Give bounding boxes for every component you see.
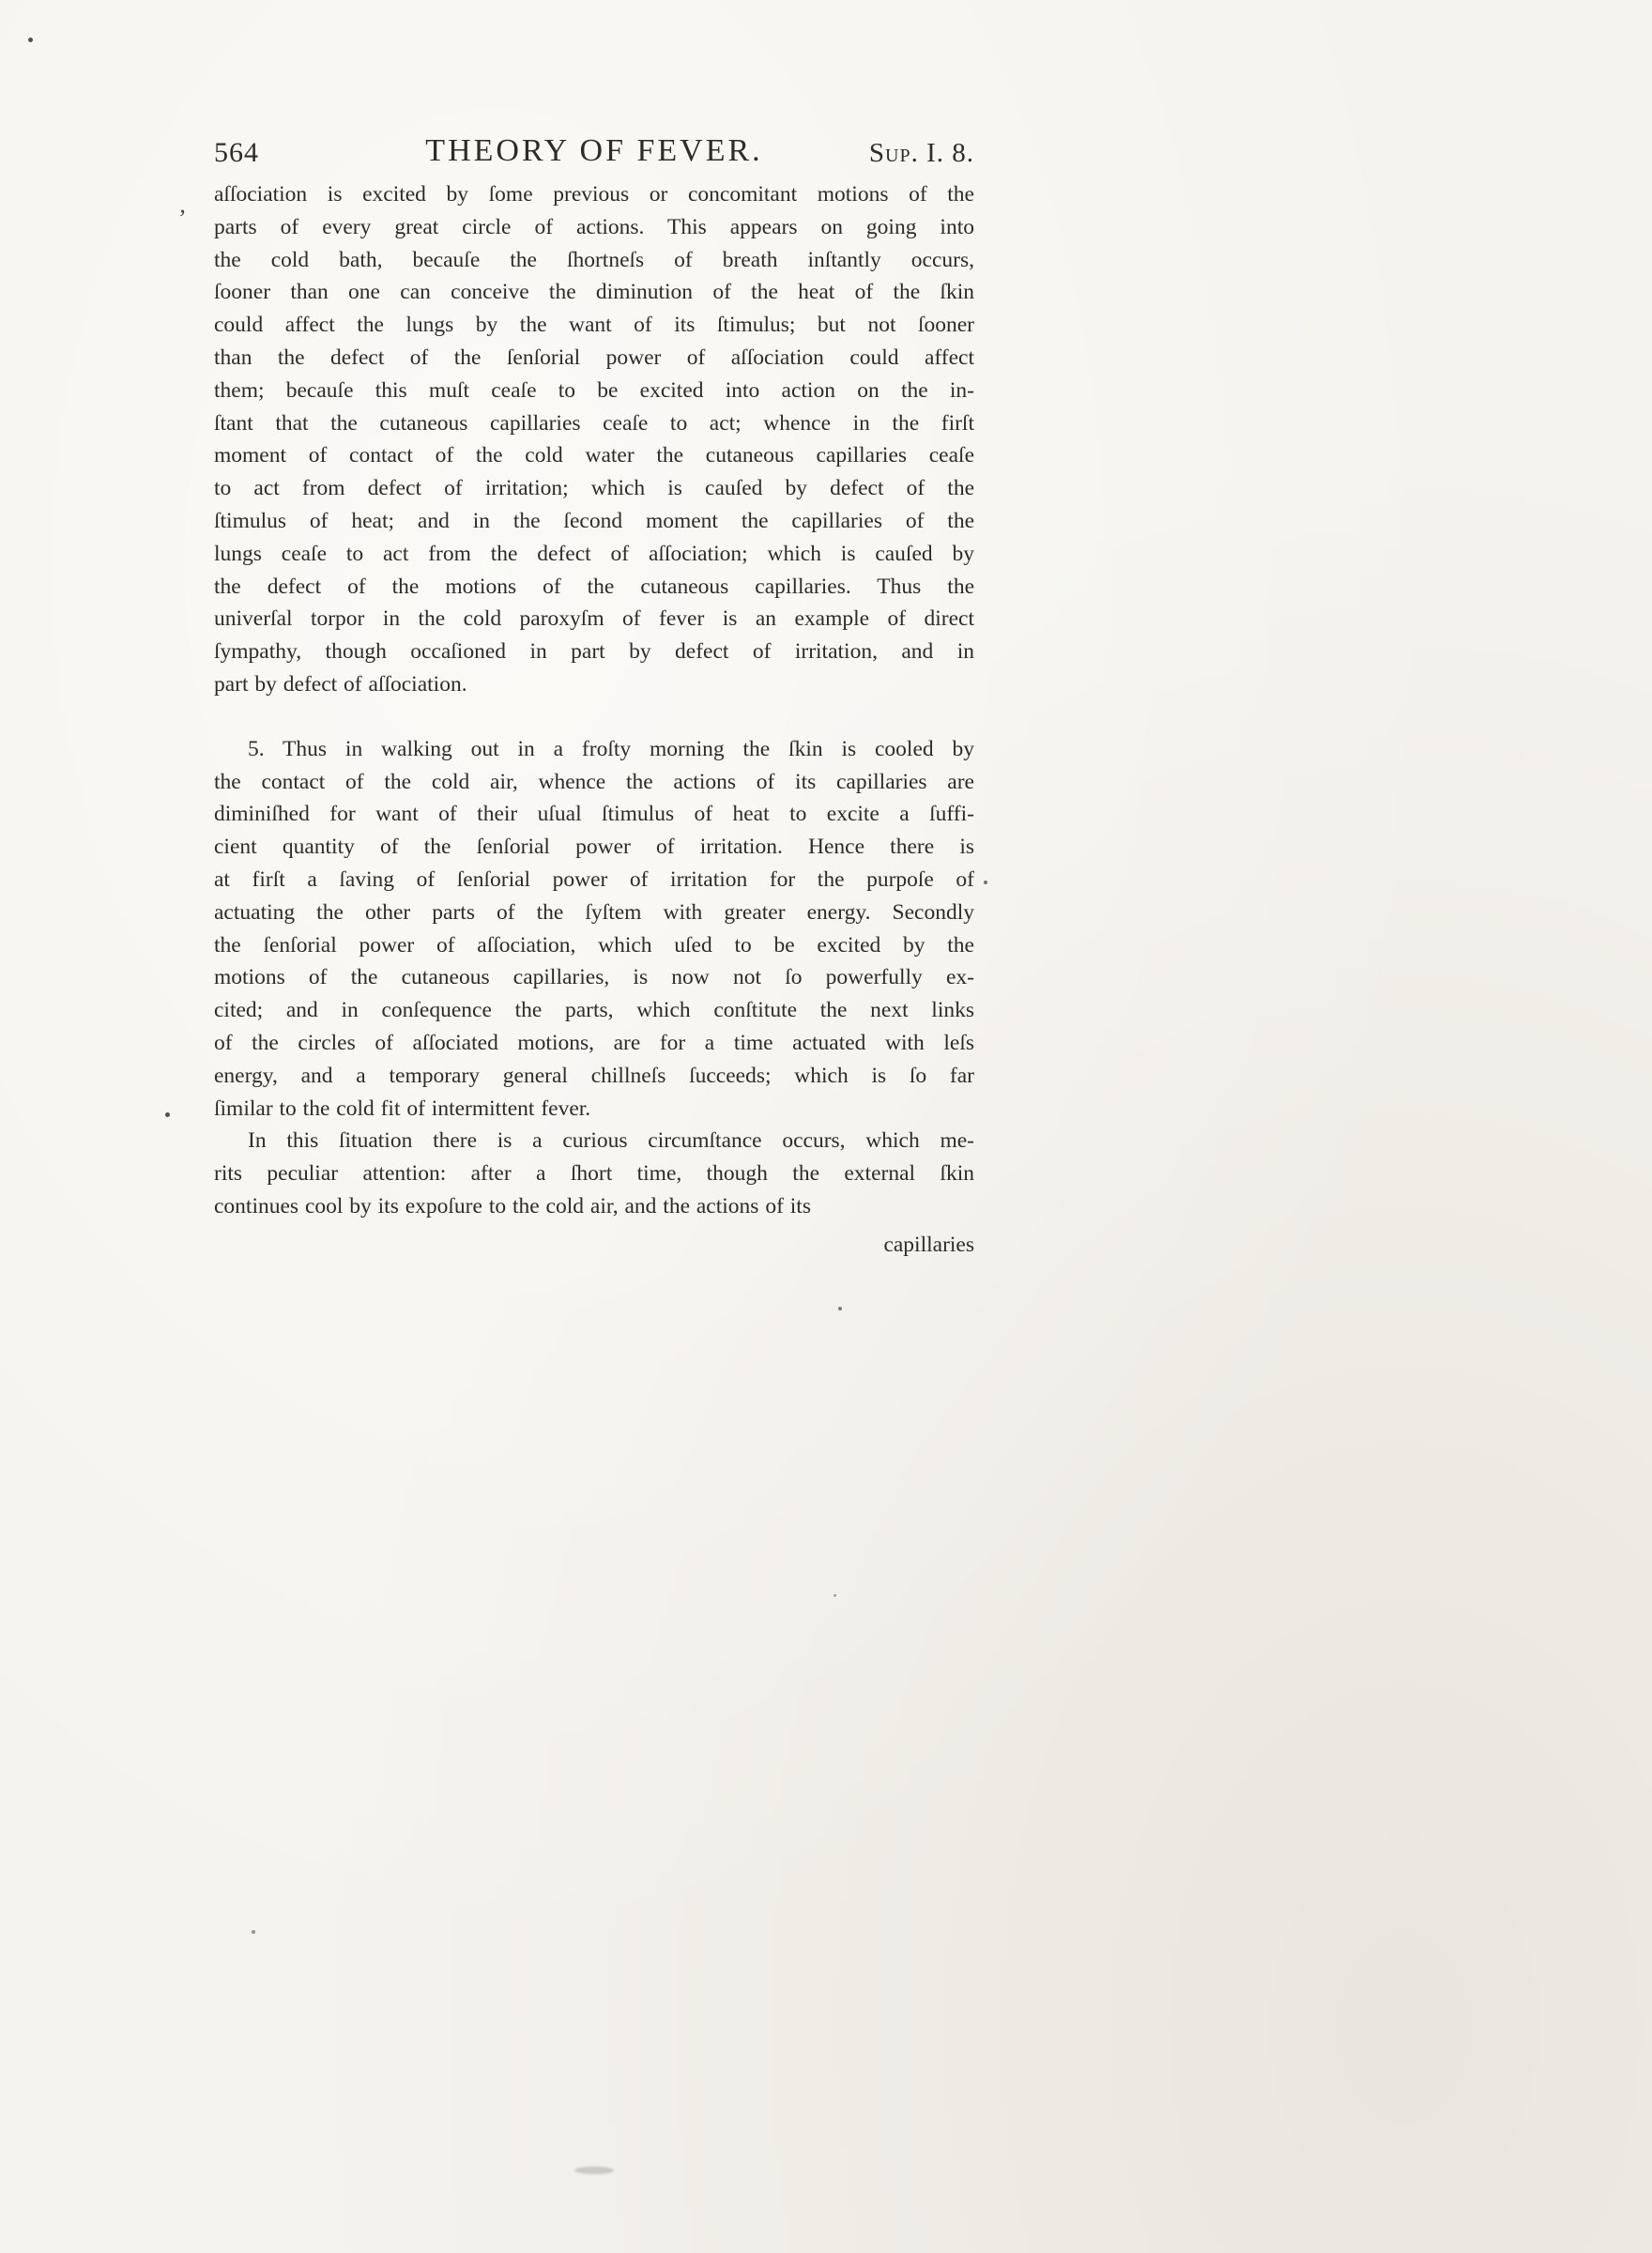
text-line: the ſenſorial power of aſſociation, which uſed to be excited by the [214,932,974,958]
scan-smudge [574,2167,614,2174]
text-line: ſtant that the cutaneous capillaries ceaſe to act; whence in the firſt [214,410,974,436]
paragraph [214,178,974,701]
text-line: moment of contact of the cold water the cutaneous capillaries ceaſe [214,443,974,468]
text-line: the defect of the motions of the cutaneous capillaries. Thus the [214,574,974,599]
page-number: 564 [214,137,259,168]
body-text [214,178,974,1262]
text-line: parts of every great circle of actions. This appears on going into [214,214,974,239]
text-line: lungs ceaſe to act from the defect of aſſociation; which is cauſed by [214,541,974,566]
text-line: them; becauſe this muſt ceaſe to be excited into action on the in- [214,377,974,403]
scan-speck [252,1930,255,1934]
text-line: univerſal torpor in the cold paroxyſm of fever is an example of direct [214,606,974,632]
section-label: Sup. I. 8. [868,138,974,168]
text-line: ſimilar to the cold fit of intermittent fever. [214,1096,591,1121]
text-line: continues cool by its expoſure to the cold air, and the actions of its [214,1193,811,1218]
paragraph [214,1125,974,1222]
text-line: could affect the lungs by the want of its ſtimulus; but not ſooner [214,313,974,338]
scan-speck [834,1594,836,1597]
text-line: motions of the cutaneous capillaries, is now not ſo powerfully ex- [214,965,974,990]
text-line: than the defect of the ſenſorial power of aſſociation could affect [214,345,974,370]
catchword: capillaries [883,1232,974,1257]
text-line: ſtimulus of heat; and in the ſecond moment the capillaries of the [214,508,974,533]
running-title: THEORY OF FEVER. [425,133,763,168]
text-line: at firſt a ſaving of ſenſorial power of irritation for the purpoſe of [214,866,974,892]
text-line: to act from defect of irritation; which is cauſed by defect of the [214,476,974,501]
text-line: the contact of the cold air, whence the actions of its capillaries are [214,769,974,794]
scan-speck [984,881,987,884]
scan-speck [165,1112,170,1117]
text-line: cited; and in conſequence the parts, which conſtitute the next links [214,998,974,1023]
text-line: part by defect of aſſociation. [214,671,467,697]
text-line: rits peculiar attention: after a ſhort time, though the external ſkin [214,1161,974,1187]
text-line: aſſociation is excited by ſome previous or concomitant motions of the [214,182,974,207]
text-line: actuating the other parts of the ſyſtem with greater energy. Secondly [214,899,974,925]
paragraph [214,733,974,1126]
margin-mark: ’ [178,205,187,232]
text-line: 5. Thus in walking out in a froſty morning the ſkin is cooled by [248,736,974,761]
scan-speck [28,38,33,42]
paragraphs-container [214,178,974,1223]
text-line: of the circles of aſſociated motions, are for a time actuated with leſs [214,1030,974,1055]
scan-speck [838,1307,842,1310]
text-line: ſympathy, though occaſioned in part by defect of irritation, and in [214,639,974,665]
text-line: In this ſituation there is a curious circumſtance occurs, which me- [248,1128,974,1154]
text-line: cient quantity of the ſenſorial power of irritation. Hence there is [214,835,974,860]
text-line: energy, and a temporary general chillneſs ſucceeds; which is ſo far [214,1063,974,1088]
page-header [214,124,974,169]
text-line: diminiſhed for want of their uſual ſtimulus of heat to excite a ſuffi- [214,802,974,827]
text-line: the cold bath, becauſe the ſhortneſs of breath inſtantly occurs, [214,247,974,272]
text-line: ſooner than one can conceive the diminution of the heat of the ſkin [214,280,974,305]
